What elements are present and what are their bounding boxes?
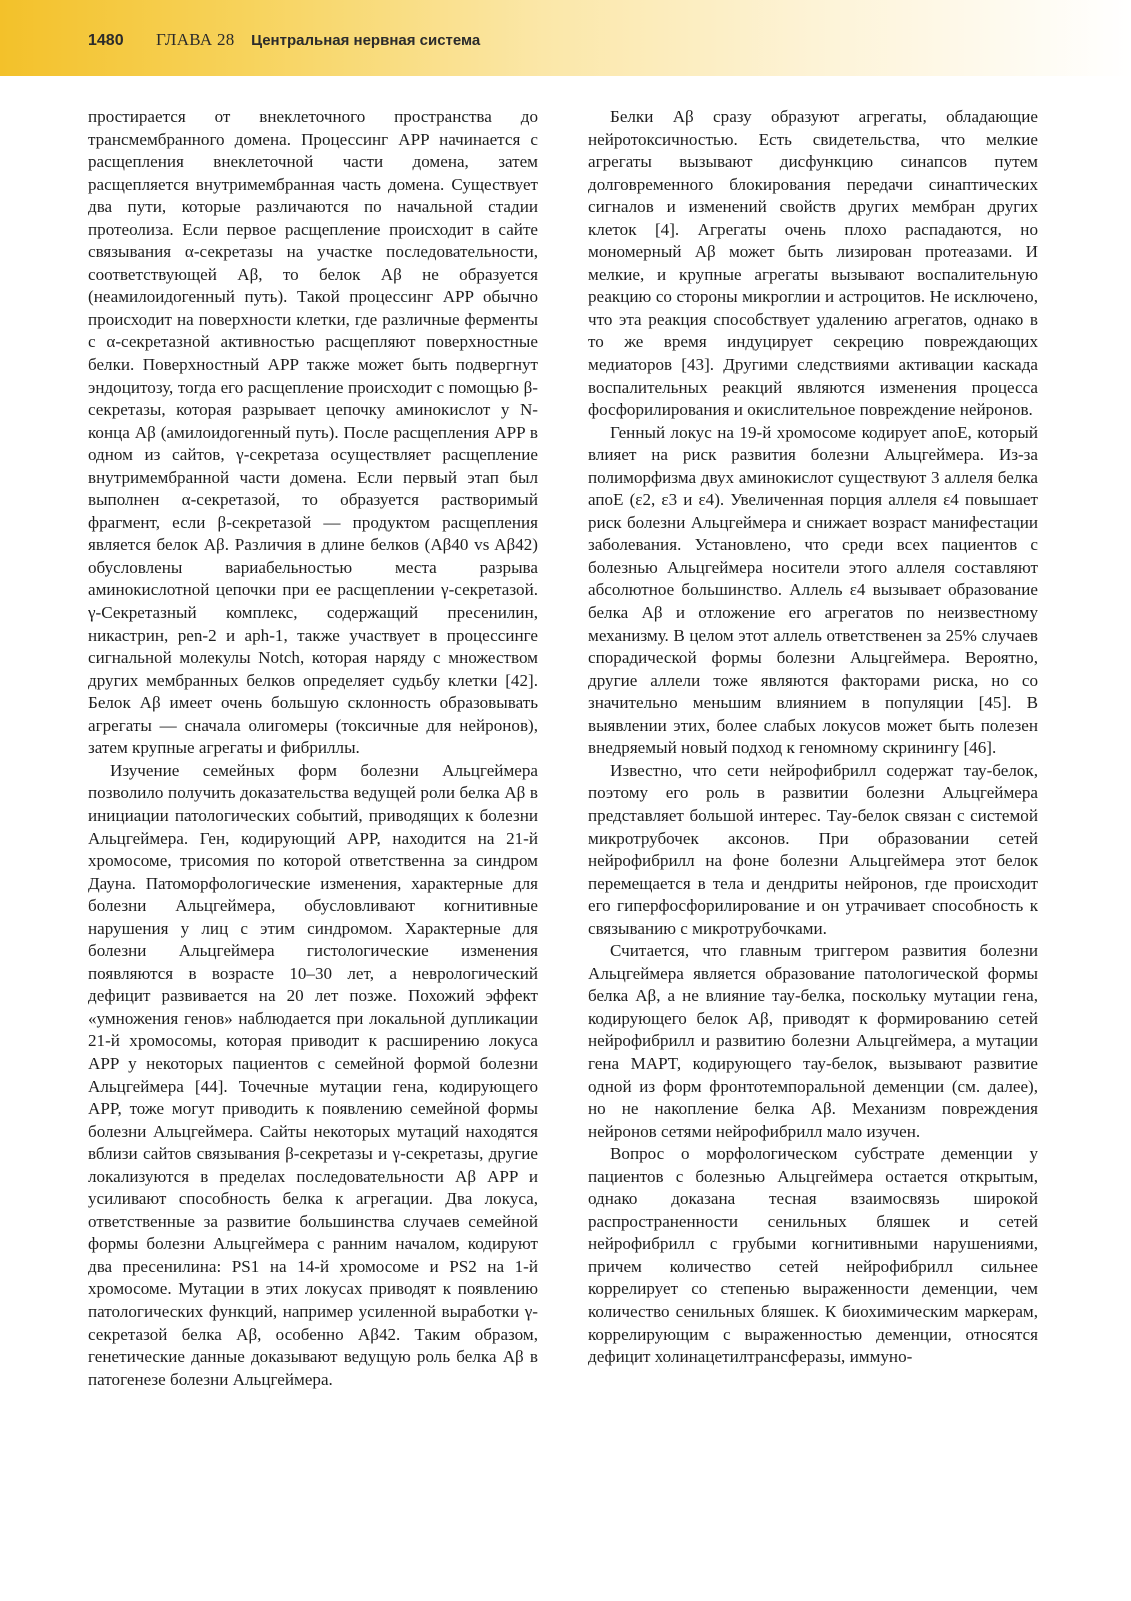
chapter-title: Центральная нервная система xyxy=(251,32,481,49)
paragraph: Белки Aβ сразу образуют агрегаты, обладающие нейротоксичностью. Есть свидетельства, что мелкие агрегаты вызывают дисфункцию синапсов путем долговременного блокирования передачи синаптических сигналов и изменений свойств других мембран других клеток [4]. Агрегаты очень плохо распадаются, но мономерный Aβ может быть лизирован протеазами. И мелкие, и крупные агрегаты вызывают воспалительную реакцию со стороны микроглии и астроцитов. Не исключено, что эта реакция способствует удалению агрегатов, однако в то же время индуцирует секрецию повреждающих медиаторов [43]. Другими следствиями активации каскада воспалительных реакций являются изменения процесса фосфорилирования и окислительное повреждение нейронов. xyxy=(588,107,1038,420)
paragraph: Генный локус на 19-й хромосоме кодирует апоE, который влияет на риск развития болезни Альцгеймера. Из-за полиморфизма двух аминокислот существуют 3 аллеля белка апоE (ε2, ε3 и ε4). Увеличенная порция аллеля ε4 повышает риск болезни Альцгеймера и снижает возраст манифестации заболевания. Установлено, что среди всех пациентов с болезнью Альцгеймера носители этого аллеля составляют абсолютное большинство. Аллель ε4 вызывает образование белка Aβ и отложение его агрегатов по неизвестному механизму. В целом этот аллель ответственен за 25% случаев спорадической формы болезни Альцгеймера. Вероятно, другие аллели тоже являются факторами риска, но со значительно меньшим влиянием в популяции [45]. В выявлении этих, более слабых локусов может быть полезен внедряемый новый подход к геномному скринингу [46]. xyxy=(588,422,1038,758)
chapter-label: ГЛАВА 28 xyxy=(156,30,235,49)
left-column xyxy=(88,106,538,1391)
paragraph: Считается, что главным триггером развития болезни Альцгеймера является образование патологической формы белка Aβ, а не влияние тау-белка, поскольку мутации гена, кодирующего белок Aβ, приводят к формированию сетей нейрофибрилл и развитию болезни Альцгеймера, а мутации гена MAPT, кодирующего тау-белок, вызывают развитие одной из форм фронтотемпоральной деменции (см. далее), но не накопление белка Aβ. Механизм повреждения нейронов сетями нейрофибрилл мало изучен. xyxy=(588,941,1038,1141)
paragraph: Известно, что сети нейрофибрилл содержат тау-белок, поэтому его роль в развитии болезни Альцгеймера представляет большой интерес. Тау-белок связан с системой микротрубочек аксонов. При образовании сетей нейрофибрилл на фоне болезни Альцгеймера этот белок перемещается в тела и дендриты нейронов, где происходит его гиперфосфорилирование и он утрачивает способность к связыванию с микротрубочками. xyxy=(588,760,1038,938)
page-header xyxy=(0,0,1131,76)
paragraph: Вопрос о морфологическом субстрате деменции у пациентов с болезнью Альцгеймера остается открытым, однако доказана тесная взаимосвязь широкой распространенности сенильных бляшек и сетей нейрофибрилл с грубыми когнитивными нарушениями, причем количество сетей нейрофибрилл сильнее коррелирует со степенью выраженности деменции, чем количество сенильных бляшек. К биохимическим маркерам, коррелирующим с выраженностью деменции, относятся дефицит холинацетилтрансферазы, иммуно- xyxy=(588,1144,1038,1367)
page-number: 1480 xyxy=(88,32,124,49)
running-head xyxy=(88,30,480,50)
right-column xyxy=(588,106,1038,1369)
paragraph: простирается от внеклеточного пространства до трансмембранного домена. Процессинг APP начинается с расщепления внеклеточной части домена, затем расщепляется внутримембранная часть домена. Существует два пути, которые различаются по начальной стадии протеолиза. Если первое расщепление происходит в сайте связывания α-секретазы на участке последовательности, соответствующей Aβ, то белок Aβ не образуется (неамилоидогенный путь). Такой процессинг APP обычно происходит на поверхности клетки, где различные ферменты с α-секретазной активностью расщепляют поверхностные белки. Поверхностный APP также может быть подвергнут эндоцитозу, тогда его расщепление происходит с помощью β-секретазы, которая разрывает цепочку аминокислот у N-конца Aβ (амилоидогенный путь). После расщепления APP в одном из сайтов, γ-секретаза осуществляет расщепление внутримембранной части домена. Если первый этап был выполнен α-секретазой, то образуется растворимый фрагмент, если β-секретазой — продуктом расщепления является белок Aβ. Различия в длине белков (Aβ40 vs Aβ42) обусловлены вариабельностью места разрыва аминокислотной цепочки при ее расщеплении γ-секретазой. γ-Секретазный комплекс, содержащий пресенилин, никастрин, pen-2 и aph-1, также участвует в процессинге сигнальной молекулы Notch, которая наряду с множеством других мембранных белков определяет судьбу клетки [42]. Белок Aβ имеет очень большую склонность образовывать агрегаты — сначала олигомеры (токсичные для нейронов), затем крупные агрегаты и фибриллы. xyxy=(88,107,538,758)
paragraph: Изучение семейных форм болезни Альцгеймера позволило получить доказательства ведущей роли белка Aβ в инициации патологических событий, приводящих к болезни Альцгеймера. Ген, кодирующий APP, находится на 21-й хромосоме, трисомия по которой ответственна за синдром Дауна. Патоморфологические изменения, характерные для болезни Альцгеймера, обусловливают когнитивные нарушения у лиц с этим синдромом. Характерные для болезни Альцгеймера гистологические изменения появляются в возрасте 10–30 лет, а неврологический дефицит развивается на 20 лет позже. Похожий эффект «умножения генов» наблюдается при локальной дупликации 21-й хромосомы, которая приводит к расширению локуса APP у некоторых пациентов с семейной формой болезни Альцгеймера [44]. Точечные мутации гена, кодирующего APP, тоже могут приводить к появлению семейной формы болезни Альцгеймера. Сайты некоторых мутаций находятся вблизи сайтов связывания β-секретазы и γ-секретазы, другие локализуются в пределах последовательности Aβ APP и усиливают способность белка к агрегации. Два локуса, ответственные за развитие большинства случаев семейной формы болезни Альцгеймера с ранним началом, кодируют два пресенилина: PS1 на 14-й хромосоме и PS2 на 1-й хромосоме. Мутации в этих локусах приводят к появлению патологических функций, например усиленной выработки γ-секретазой белка Aβ, особенно Aβ42. Таким образом, генетические данные доказывают ведущую роль белка Aβ в патогенезе болезни Альцгеймера. xyxy=(88,760,538,1389)
